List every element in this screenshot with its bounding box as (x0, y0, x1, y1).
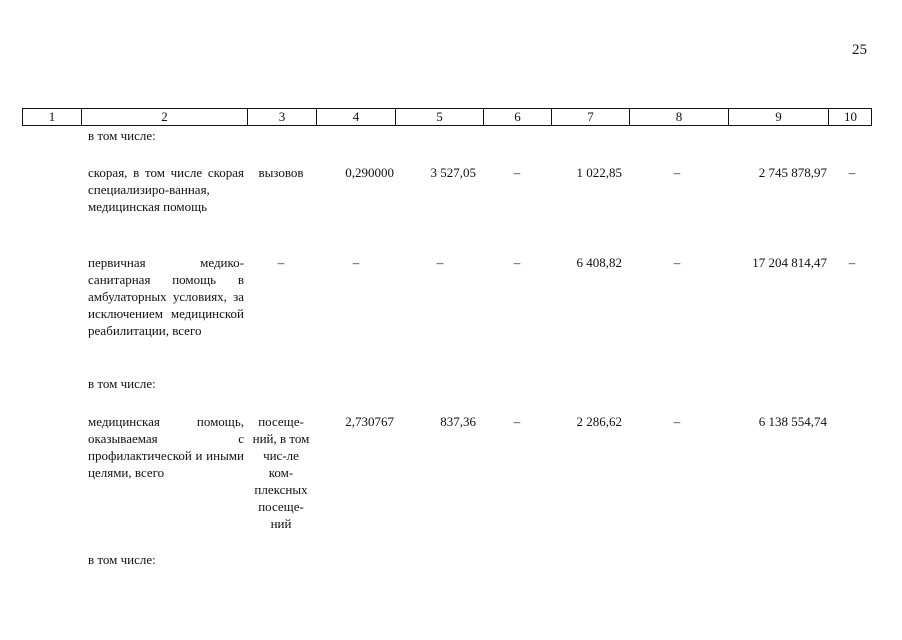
row-col8-value: – (673, 414, 681, 429)
row-col5-value: 3 527,05 (430, 165, 476, 180)
row-col9-value: 6 138 554,74 (758, 414, 827, 429)
row-col6-value: – (513, 414, 521, 429)
header-cell-5: 5 (395, 109, 483, 125)
row-col8-value: – (673, 165, 681, 180)
row-col4-value: 0,290000 (345, 165, 394, 180)
row-unit: – (277, 255, 285, 270)
row-col8-value: – (673, 255, 681, 270)
header-cell-8: 8 (629, 109, 728, 125)
row-label: первичная медико-санитарная помощь в амбулаторных условиях, за исключением медицинской реабилитации, всего (88, 255, 244, 338)
row-in-that-number-label: в том числе: (88, 376, 156, 391)
row-col7-value: 1 022,85 (576, 165, 622, 180)
header-cell-7: 7 (551, 109, 629, 125)
row-col6-value: – (513, 255, 521, 270)
header-cell-6: 6 (483, 109, 551, 125)
header-cell-4: 4 (316, 109, 395, 125)
row-label: медицинская помощь, оказываемая с профилактической и иными целями, всего (88, 414, 244, 480)
row-col7-value: 2 286,62 (576, 414, 622, 429)
row-in-that-number-label: в том числе: (88, 552, 156, 567)
row-col10-value: – (848, 165, 856, 180)
header-cell-2: 2 (81, 109, 247, 125)
row-col10-value: – (848, 255, 856, 270)
header-cell-1: 1 (48, 109, 56, 124)
table-header-row (22, 108, 872, 126)
row-in-that-number-label: в том числе: (88, 128, 156, 143)
page-number: 25 (852, 42, 867, 58)
row-col6-value: – (513, 165, 521, 180)
row-col5-value: 837,36 (440, 414, 476, 429)
row-col9-value: 17 204 814,47 (752, 255, 827, 270)
row-col9-value: 2 745 878,97 (758, 165, 827, 180)
row-unit: посеще-ний, в том чис-ле ком-плексных посеще-ний (252, 414, 310, 531)
row-col4-value: 2,730767 (345, 414, 394, 429)
row-col7-value: 6 408,82 (576, 255, 622, 270)
row-unit: вызовов (258, 165, 304, 180)
row-col5-value: – (436, 255, 444, 270)
header-cell-10: 10 (828, 109, 872, 125)
row-col4-value: – (352, 255, 360, 270)
row-label: скорая, в том числе скорая специализиро-ванная, медицинская помощь (88, 165, 244, 214)
header-cell-3: 3 (247, 109, 316, 125)
header-cell-9: 9 (728, 109, 828, 125)
